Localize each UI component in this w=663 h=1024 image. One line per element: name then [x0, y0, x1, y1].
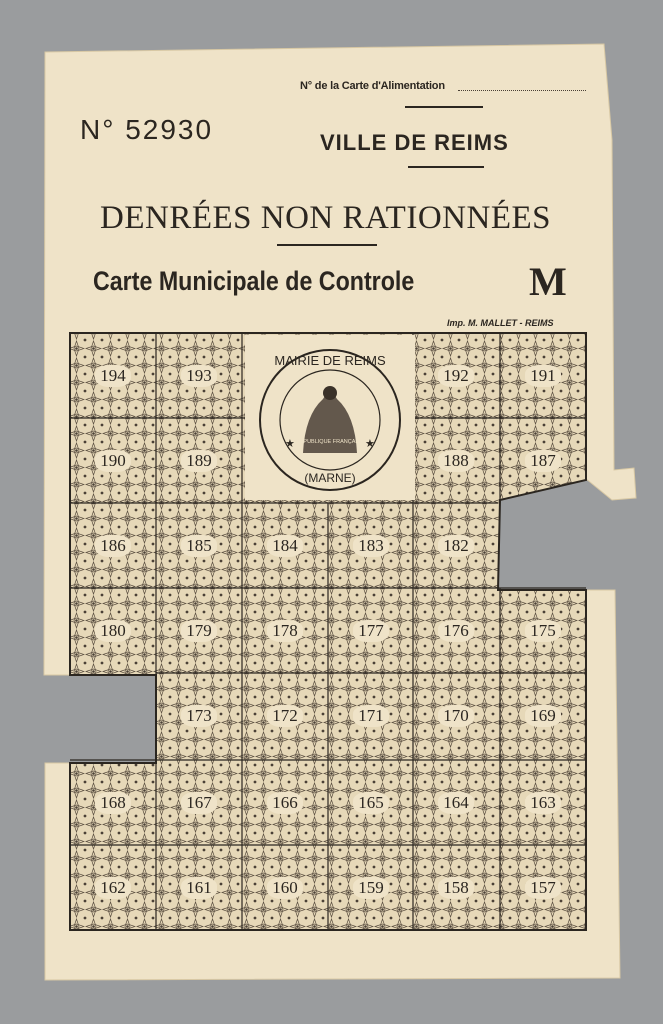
- coupon-cell: [330, 675, 412, 756]
- coupon-cell: [158, 505, 240, 586]
- coupon-number: 159: [353, 877, 389, 899]
- coupon-number: 163: [525, 792, 561, 814]
- coupon-cell: [244, 847, 326, 928]
- coupon-number: 173: [181, 705, 217, 727]
- coupon-number: 190: [95, 450, 131, 472]
- coupon-cell: [158, 675, 240, 756]
- coupon-cell: [330, 505, 412, 586]
- coupon-number: 184: [267, 535, 303, 557]
- coupon-number: 177: [353, 620, 389, 642]
- coupon-cell: [158, 762, 240, 843]
- coupon-cell: [158, 335, 240, 416]
- coupon-number: 179: [181, 620, 217, 642]
- coupon-cell: [415, 420, 497, 501]
- coupon-cell: [72, 335, 154, 416]
- svg-text:★: ★: [365, 437, 375, 450]
- seal-inner-text: RÉPUBLIQUE FRANÇAISE: [295, 439, 365, 445]
- coupon-number: 176: [438, 620, 474, 642]
- coupon-number: 193: [181, 365, 217, 387]
- coupon-number: 186: [95, 535, 131, 557]
- coupon-number: 171: [353, 705, 389, 727]
- coupon-cell: [415, 590, 497, 671]
- coupon-number: 194: [95, 365, 131, 387]
- divider: [408, 166, 484, 168]
- coupon-cell: [415, 762, 497, 843]
- card-number-label: N° de la Carte d'Alimentation: [300, 80, 445, 92]
- coupon-number: 157: [525, 877, 561, 899]
- coupon-cell: [330, 847, 412, 928]
- coupon-cell: [330, 762, 412, 843]
- card-title: DENRÉES NON RATIONNÉES: [100, 200, 551, 236]
- coupon-cell: [502, 420, 584, 501]
- coupon-number: 161: [181, 877, 217, 899]
- coupon-cell: [244, 762, 326, 843]
- coupon-cell: [502, 675, 584, 756]
- coupon-cell: [72, 590, 154, 671]
- coupon-number: 172: [267, 705, 303, 727]
- coupon-number: 185: [181, 535, 217, 557]
- coupon-cell: [72, 505, 154, 586]
- coupon-number: 178: [267, 620, 303, 642]
- printer-credit: Imp. M. MALLET - REIMS: [447, 318, 554, 328]
- coupon-cell: [158, 847, 240, 928]
- seal-bottom-text: (MARNE): [304, 471, 356, 485]
- coupon-number: 167: [181, 792, 217, 814]
- svg-text:★: ★: [285, 437, 295, 450]
- coupon-number: 188: [438, 450, 474, 472]
- coupon-cell: [502, 847, 584, 928]
- coupon-cell: [502, 762, 584, 843]
- coupon-cell: [72, 762, 154, 843]
- seal-top-text: MAIRIE DE REIMS: [274, 353, 386, 368]
- coupon-number: 189: [181, 450, 217, 472]
- coupon-cell: [415, 675, 497, 756]
- coupon-number: 180: [95, 620, 131, 642]
- coupon-number: 158: [438, 877, 474, 899]
- coupon-cell: [244, 505, 326, 586]
- coupon-number: 175: [525, 620, 561, 642]
- coupon-cell: [415, 335, 497, 416]
- coupon-cell: [244, 590, 326, 671]
- coupon-cell: [158, 590, 240, 671]
- serial-number: N° 52930: [80, 114, 214, 145]
- coupon-number: 187: [525, 450, 561, 472]
- coupon-number: 164: [438, 792, 474, 814]
- town-hall-seal: [245, 335, 415, 500]
- city-heading: VILLE DE REIMS: [320, 130, 509, 155]
- coupon-cell: [502, 590, 584, 671]
- card-subtitle: Carte Municipale de Controle: [93, 266, 415, 296]
- coupon-number: 182: [438, 535, 474, 557]
- coupon-number: 160: [267, 877, 303, 899]
- coupon-cell: [330, 590, 412, 671]
- card-number-line: [458, 82, 586, 91]
- coupon-number: 170: [438, 705, 474, 727]
- coupon-number: 169: [525, 705, 561, 727]
- coupon-number: 192: [438, 365, 474, 387]
- coupon-number: 165: [353, 792, 389, 814]
- coupon-number: 191: [525, 365, 561, 387]
- coupon-cell: [72, 847, 154, 928]
- coupon-number: 183: [353, 535, 389, 557]
- coupon-cell: [158, 420, 240, 501]
- divider: [277, 244, 377, 246]
- coupon-cell: [415, 505, 497, 586]
- coupon-cell: [415, 847, 497, 928]
- series-letter: M: [529, 259, 567, 304]
- coupon-number: 166: [267, 792, 303, 814]
- coupon-cell: [72, 420, 154, 501]
- coupon-cell: [502, 335, 584, 416]
- coupon-number: 168: [95, 792, 131, 814]
- coupon-number: 162: [95, 877, 131, 899]
- coupon-cell: [244, 675, 326, 756]
- divider: [405, 106, 483, 108]
